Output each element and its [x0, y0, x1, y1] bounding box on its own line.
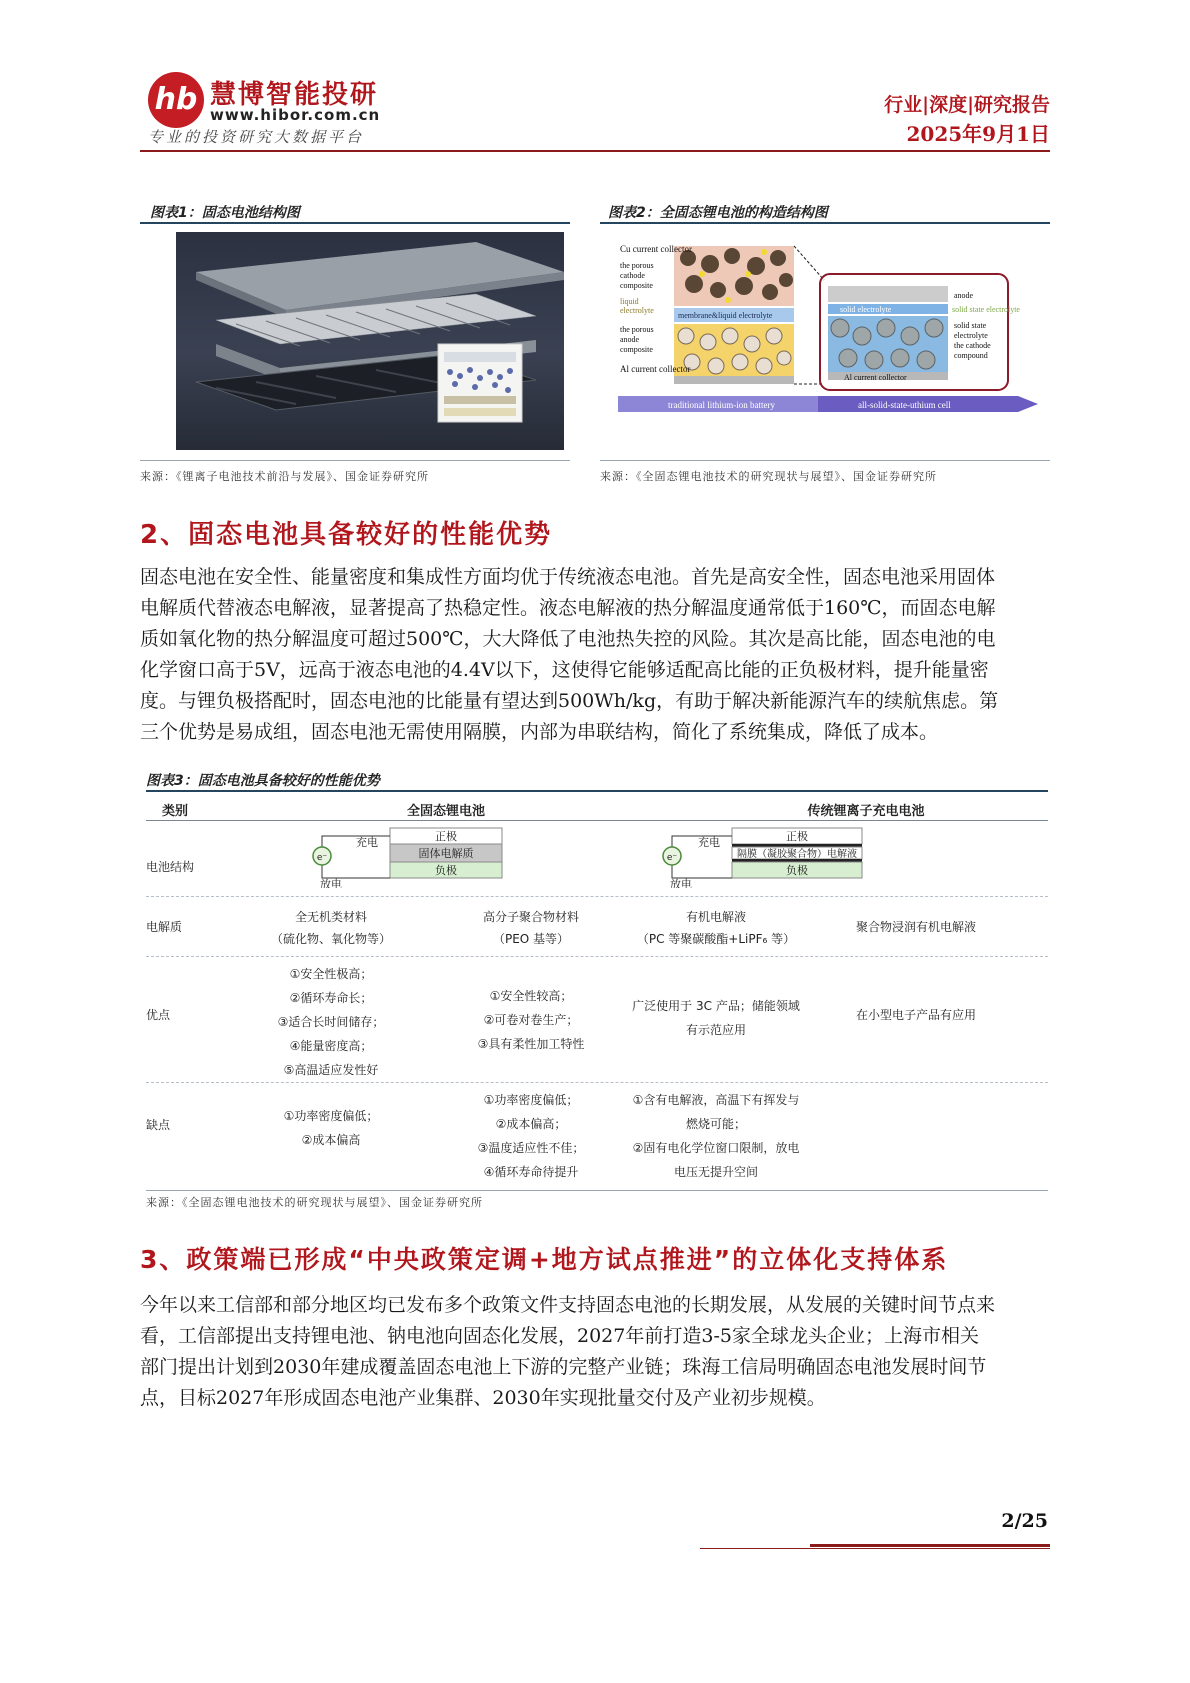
electrolyte-cell: 高分子聚合物材料 （PEO 基等） — [482, 910, 579, 946]
disadvantages-cell: ①功率密度偏低； ②成本偏高； ③温度适应性不佳； ④循环寿命待提升 — [477, 1093, 585, 1179]
section3-heading: 3、政策端已形成“中央政策定调+地方试点推进”的立体化支持体系 — [140, 1245, 949, 1274]
disadvantages-cell: ①含有电解液，高温下有挥发与 燃烧可能； ②固有电化学位窗口限制，放电 电压无提升空间 — [632, 1093, 800, 1179]
solid-battery-structure-diagram — [306, 826, 506, 888]
col-category-header: 类别 — [162, 804, 189, 819]
figure3-top-rule — [146, 790, 1048, 792]
svg-text:e⁻: e⁻ — [666, 853, 678, 863]
liquid-discharge-label: 放电 — [670, 878, 692, 888]
section2-line: 质如氧化物的热分解温度可超过500℃，大大降低了电池热失控的风险。其次是高比能，固态电池的电 — [140, 628, 996, 650]
label-al-collector-right: Al current collector — [844, 373, 907, 382]
figure2-source: 来源：《全固态锂电池技术的研究现状与展望》、国金证券研究所 — [600, 470, 937, 483]
brand-name: 慧博智能投研 — [210, 80, 379, 110]
solid-battery-diagram — [306, 826, 506, 888]
figure2-bottom-rule — [600, 460, 1050, 461]
svg-text:electrolyte: electrolyte — [954, 331, 988, 340]
svg-text:the cathode: the cathode — [954, 341, 991, 350]
figure1-top-rule — [140, 222, 570, 224]
liquid-electrolyte-label: 隔膜（凝胶聚合物）电解液 — [737, 849, 857, 860]
section2-line: 固态电池在安全性、能量密度和集成性方面均优于传统液态电池。首先是高安全性，固态电池采用固体 — [140, 566, 996, 588]
section2-line: 化学窗口高于5V，远高于液态电池的4.4V以下，这使得它能够适配高比能的正负极材料，提升能量密 — [140, 659, 989, 681]
liquid-battery-structure-diagram — [662, 826, 902, 888]
solid-cathode-label: 正极 — [435, 830, 457, 843]
section3-line: 看，工信部提出支持锂电池、钠电池向固态化发展，2027年前打造3-5家全球龙头企业；上海市相关 — [140, 1325, 979, 1347]
col-liquid-header: 传统锂离子充电电池 — [807, 804, 925, 819]
svg-text:anode: anode — [620, 335, 640, 344]
header-divider — [140, 150, 1050, 152]
label-al-collector-left: Al current collector — [620, 364, 691, 374]
section3-body — [140, 1290, 1050, 1414]
section2-heading: 2、固态电池具备较好的性能优势 — [140, 520, 553, 550]
footer-rule — [700, 1548, 1050, 1549]
solid-charge-label: 充电 — [356, 836, 378, 849]
liquid-anode-label: 负极 — [786, 864, 808, 877]
advantages-cell: 在小型电子产品有应用 — [855, 1008, 976, 1022]
electrolyte-cell: 全无机类材料 （硫化物、氧化物等） — [270, 910, 391, 946]
svg-text:liquid: liquid — [620, 297, 639, 306]
label-cu-collector: Cu current collector — [620, 244, 692, 254]
brand-logo: hb — [148, 72, 204, 128]
performance-comparison-table — [146, 796, 1048, 1190]
report-date: 2025年9月1日 — [906, 122, 1050, 146]
liquid-battery-diagram — [662, 826, 902, 888]
label-membrane: membrane&liquid electrolyte — [678, 311, 773, 320]
col-solid-header: 全固态锂电池 — [406, 804, 485, 819]
liquid-cathode-label: 正极 — [786, 830, 808, 843]
figure3-title: 图表3：固态电池具备较好的性能优势 — [146, 773, 380, 789]
arrow-traditional-label: traditional lithium-ion battery — [668, 400, 775, 410]
figure2-top-rule — [600, 222, 1050, 224]
figure3-bottom-rule — [146, 1190, 1048, 1191]
section2-line: 电解质代替液态电解液，显著提高了热稳定性。液态电解液的热分解温度通常低于160℃，而固态电解 — [140, 597, 996, 619]
row-disadvantages-label: 缺点 — [146, 1118, 171, 1132]
svg-text:solid state: solid state — [954, 321, 987, 330]
section3-line: 部门提出计划到2030年建成覆盖固态电池上下游的完整产业链；珠海工信局明确固态电池发展时间节 — [140, 1356, 987, 1378]
electrolyte-cell: 有机电解液 （PC 等聚碳酸酯+LiPF₆ 等） — [636, 910, 796, 946]
svg-text:the porous: the porous — [620, 261, 654, 270]
footer-rule-accent — [810, 1544, 1050, 1547]
section2-body — [140, 562, 1050, 748]
svg-text:the porous: the porous — [620, 325, 654, 334]
label-solid-electrolyte: solid electrolyte — [840, 305, 892, 314]
svg-text:electrolyte: electrolyte — [620, 306, 654, 315]
row-advantages-label: 优点 — [146, 1008, 171, 1022]
report-type: 行业|深度|研究报告 — [884, 94, 1050, 116]
section2-line: 三个优势是易成组，固态电池无需使用隔膜，内部为串联结构，简化了系统集成，降低了成本。 — [140, 721, 939, 743]
arrow-solid-state-label: all-solid-state-uthium cell — [858, 400, 951, 410]
solid-discharge-label: 放电 — [320, 878, 342, 888]
brand-url[interactable]: www.hibor.com.cn — [210, 106, 381, 124]
svg-text:compound: compound — [954, 351, 988, 360]
liquid-charge-label: 充电 — [698, 836, 720, 849]
svg-text:solid state electrolyte: solid state electrolyte — [952, 305, 1020, 314]
svg-text:composite: composite — [620, 345, 653, 354]
section3-line: 点，目标2027年形成固态电池产业集群、2030年实现批量交付及产业初步规模。 — [140, 1387, 826, 1409]
svg-text:cathode: cathode — [620, 271, 645, 280]
brand-tagline: 专业的投资研究大数据平台 — [148, 128, 365, 146]
page-number: 2/25 — [1001, 1510, 1048, 1532]
electrolyte-cell: 聚合物浸润有机电解液 — [855, 920, 976, 934]
battery-pack-illustration — [176, 232, 564, 450]
figure2-title: 图表2：全固态锂电池的构造结构图 — [608, 205, 828, 221]
structure-diagram — [618, 240, 1048, 440]
figure1-bottom-rule — [140, 460, 570, 461]
advantages-cell: ①安全性较高； ②可卷对卷生产； ③具有柔性加工特性 — [477, 989, 585, 1051]
solid-anode-label: 负极 — [435, 864, 457, 877]
section2-line: 度。与锂负极搭配时，固态电池的比能量有望达到500Wh/kg，有助于解决新能源汽车的续航焦虑。第 — [140, 690, 999, 712]
row-electrolyte-label: 电解质 — [146, 920, 183, 934]
all-solid-state-battery-structure-diagram — [618, 240, 1048, 440]
svg-text:e⁻: e⁻ — [316, 853, 328, 863]
disadvantages-cell: ①功率密度偏低； ②成本偏高 — [283, 1109, 379, 1147]
row-structure-label: 电池结构 — [146, 860, 195, 874]
label-anode: anode — [954, 291, 974, 300]
section3-line: 今年以来工信部和部分地区均已发布多个政策文件支持固态电池的长期发展，从发展的关键时间节点来 — [140, 1294, 996, 1316]
figure3-source: 来源：《全固态锂电池技术的研究现状与展望》、国金证券研究所 — [146, 1196, 483, 1209]
solid-state-battery-pack-image — [176, 232, 564, 450]
svg-text:composite: composite — [620, 281, 653, 290]
figure1-source: 来源：《锂离子电池技术前沿与发展》、国金证券研究所 — [140, 470, 429, 483]
figure1-title: 图表1：固态电池结构图 — [150, 205, 300, 221]
solid-electrolyte-label: 固体电解质 — [418, 847, 474, 860]
advantages-cell: 广泛使用于 3C 产品；储能领域 有示范应用 — [632, 999, 800, 1037]
advantages-cell: ①安全性极高； ②循环寿命长； ③适合长时间储存； ④能量密度高； ⑤高温适应发性好 — [277, 967, 385, 1077]
